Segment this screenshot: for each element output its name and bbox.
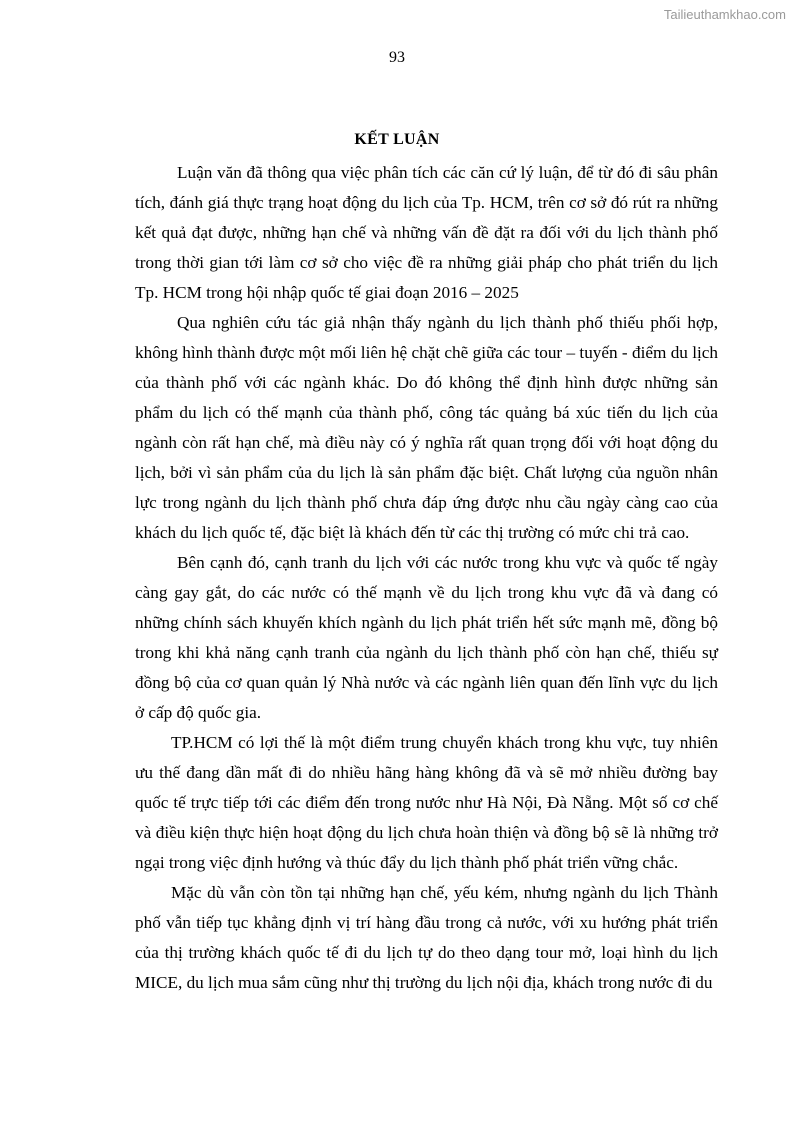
- paragraph-5: Mặc dù vẫn còn tồn tại những hạn chế, yếu kém, nhưng ngành du lịch Thành phố vẫn tiếp tục khẳng định vị trí hàng đầu trong cả nước, với xu hướng phát triển của thị trường khách quốc tế đi du lịch tự do theo dạng tour mở, loại hình du lịch MICE, du lịch mua sắm cũng như thị trường du lịch nội địa, khách trong nước đi du: [135, 883, 718, 992]
- paragraph-1: Luận văn đã thông qua việc phân tích các căn cứ lý luận, để từ đó đi sâu phân tích, đánh giá thực trạng hoạt động du lịch của Tp. HCM, trên cơ sở đó rút ra những kết quả đạt được, những hạn chế và những vấn đề đặt ra đối với du lịch thành phố trong thời gian tới làm cơ sở cho việc đề ra những giải pháp cho phát triển du lịch Tp. HCM trong hội nhập quốc tế giai đoạn 2016 – 2025: [135, 163, 718, 302]
- paragraph-3: Bên cạnh đó, cạnh tranh du lịch với các nước trong khu vực và quốc tế ngày càng gay gắt, do các nước có thế mạnh về du lịch trong khu vực đã và đang có những chính sách khuyến khích ngành du lịch phát triển hết sức mạnh mẽ, đồng bộ trong khi khả năng cạnh tranh của ngành du lịch thành phố còn hạn chế, thiếu sự đồng bộ của cơ quan quản lý Nhà nước và các ngành liên quan đến lĩnh vực du lịch ở cấp độ quốc gia.: [135, 553, 718, 722]
- section-title: KẾT LUẬN: [354, 131, 440, 148]
- page-number: 93: [389, 49, 405, 66]
- paragraph-2: Qua nghiên cứu tác giả nhận thấy ngành du lịch thành phố thiếu phối hợp, không hình thành được một mối liên hệ chặt chẽ giữa các tour – tuyến - điểm du lịch của thành phố với các ngành khác. Do đó không thể định hình được những sản phẩm du lịch có thế mạnh của thành phố, công tác quảng bá xúc tiến du lịch của ngành còn rất hạn chế, mà điều này có ý nghĩa rất quan trọng đối với hoạt động du lịch, bởi vì sản phẩm của du lịch là sản phẩm đặc biệt. Chất lượng của nguồn nhân lực trong ngành du lịch thành phố chưa đáp ứng được nhu cầu ngày càng cao của khách du lịch quốc tế, đặc biệt là khách đến từ các thị trường có mức chi trả cao.: [135, 313, 718, 542]
- paragraph-4: TP.HCM có lợi thế là một điểm trung chuyển khách trong khu vực, tuy nhiên ưu thế đang dần mất đi do nhiều hãng hàng không đã và sẽ mở nhiều đường bay quốc tế trực tiếp tới các điểm đến trong nước như Hà Nội, Đà Nẵng. Một số cơ chế và điều kiện thực hiện hoạt động du lịch chưa hoàn thiện và đồng bộ sẽ là những trở ngại trong việc định hướng và thúc đẩy du lịch thành phố phát triển vững chắc.: [135, 733, 718, 872]
- body-text: [135, 158, 718, 998]
- watermark-text: Tailieuthamkhao.com: [663, 7, 786, 22]
